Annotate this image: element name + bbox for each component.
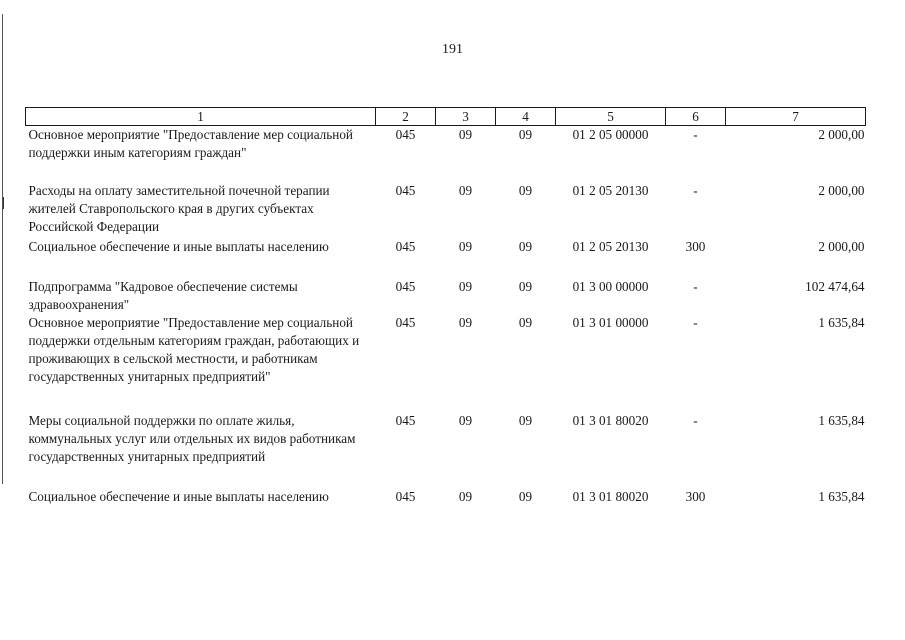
row-section: 09 xyxy=(458,279,473,294)
row-name: Социальное обеспечение и иные выплаты населению xyxy=(28,239,329,254)
row-subsection: 09 xyxy=(518,239,533,254)
row-amount: 1 635,84 xyxy=(818,413,865,428)
row-ministry: 045 xyxy=(395,413,416,428)
row-amount: 2 000,00 xyxy=(818,239,865,254)
row-ministry: 045 xyxy=(395,279,416,294)
header-col-7: 7 xyxy=(726,108,866,126)
row-expense-type: - xyxy=(693,413,698,428)
header-col-6: 6 xyxy=(666,108,726,126)
row-expense-type: - xyxy=(693,279,698,294)
row-name: Основное мероприятие "Предоставление мер социальной поддержки иным категориям граждан" xyxy=(28,127,353,160)
header-col-5: 5 xyxy=(556,108,666,126)
row-subsection: 09 xyxy=(518,279,533,294)
row-ministry: 045 xyxy=(395,183,416,198)
row-subsection: 09 xyxy=(518,413,533,428)
table-header xyxy=(26,108,866,126)
row-section: 09 xyxy=(458,413,473,428)
row-target: 01 3 00 00000 xyxy=(572,279,649,294)
row-subsection: 09 xyxy=(518,183,533,198)
row-target: 01 3 01 00000 xyxy=(572,315,649,330)
table-row xyxy=(26,488,866,508)
row-target: 01 2 05 20130 xyxy=(572,239,649,254)
header-col-1: 1 xyxy=(26,108,376,126)
table-row xyxy=(26,278,866,314)
row-name: Социальное обеспечение и иные выплаты населению xyxy=(28,489,329,504)
table-row xyxy=(26,182,866,238)
row-amount: 2 000,00 xyxy=(818,127,865,142)
row-section: 09 xyxy=(458,489,473,504)
header-col-4: 4 xyxy=(496,108,556,126)
row-expense-type: - xyxy=(693,315,698,330)
row-subsection: 09 xyxy=(518,315,533,330)
header-col-2: 2 xyxy=(376,108,436,126)
row-ministry: 045 xyxy=(395,239,416,254)
row-expense-type: 300 xyxy=(685,239,706,254)
row-expense-type: 300 xyxy=(685,489,706,504)
row-name: Расходы на оплату заместительной почечной терапии жителей Ставропольского края в других субъектах Российской Федерации xyxy=(28,183,330,234)
row-name: Меры социальной поддержки по оплате жилья, коммунальных услуг или отдельных их видов работникам государственных унитарных предприятий xyxy=(28,413,356,464)
scan-mark xyxy=(3,197,4,209)
budget-table xyxy=(25,107,866,508)
table-body xyxy=(26,126,866,509)
header-row xyxy=(26,108,866,126)
row-amount: 1 635,84 xyxy=(818,489,865,504)
row-amount: 1 635,84 xyxy=(818,315,865,330)
page-number: 191 xyxy=(442,42,463,57)
row-section: 09 xyxy=(458,315,473,330)
table-row xyxy=(26,314,866,412)
row-section: 09 xyxy=(458,183,473,198)
row-amount: 102 474,64 xyxy=(805,279,865,294)
row-subsection: 09 xyxy=(518,489,533,504)
row-name: Подпрограмма "Кадровое обеспечение системы здравоохранения" xyxy=(28,279,298,312)
row-ministry: 045 xyxy=(395,489,416,504)
row-target: 01 2 05 20130 xyxy=(572,183,649,198)
row-amount: 2 000,00 xyxy=(818,183,865,198)
row-expense-type: - xyxy=(693,127,698,142)
row-target: 01 2 05 00000 xyxy=(572,127,649,142)
row-ministry: 045 xyxy=(395,127,416,142)
row-subsection: 09 xyxy=(518,127,533,142)
row-section: 09 xyxy=(458,127,473,142)
row-target: 01 3 01 80020 xyxy=(572,489,649,504)
row-expense-type: - xyxy=(693,183,698,198)
header-col-3: 3 xyxy=(436,108,496,126)
row-section: 09 xyxy=(458,239,473,254)
row-name: Основное мероприятие "Предоставление мер социальной поддержки отдельным категориям граждан, работающих и проживающих в сельской местности, и работникам государственных унитарных предприятий" xyxy=(28,315,360,384)
row-target: 01 3 01 80020 xyxy=(572,413,649,428)
table-row xyxy=(26,126,866,183)
table-row xyxy=(26,412,866,488)
scan-left-edge xyxy=(2,14,3,484)
row-ministry: 045 xyxy=(395,315,416,330)
table-row xyxy=(26,238,866,278)
